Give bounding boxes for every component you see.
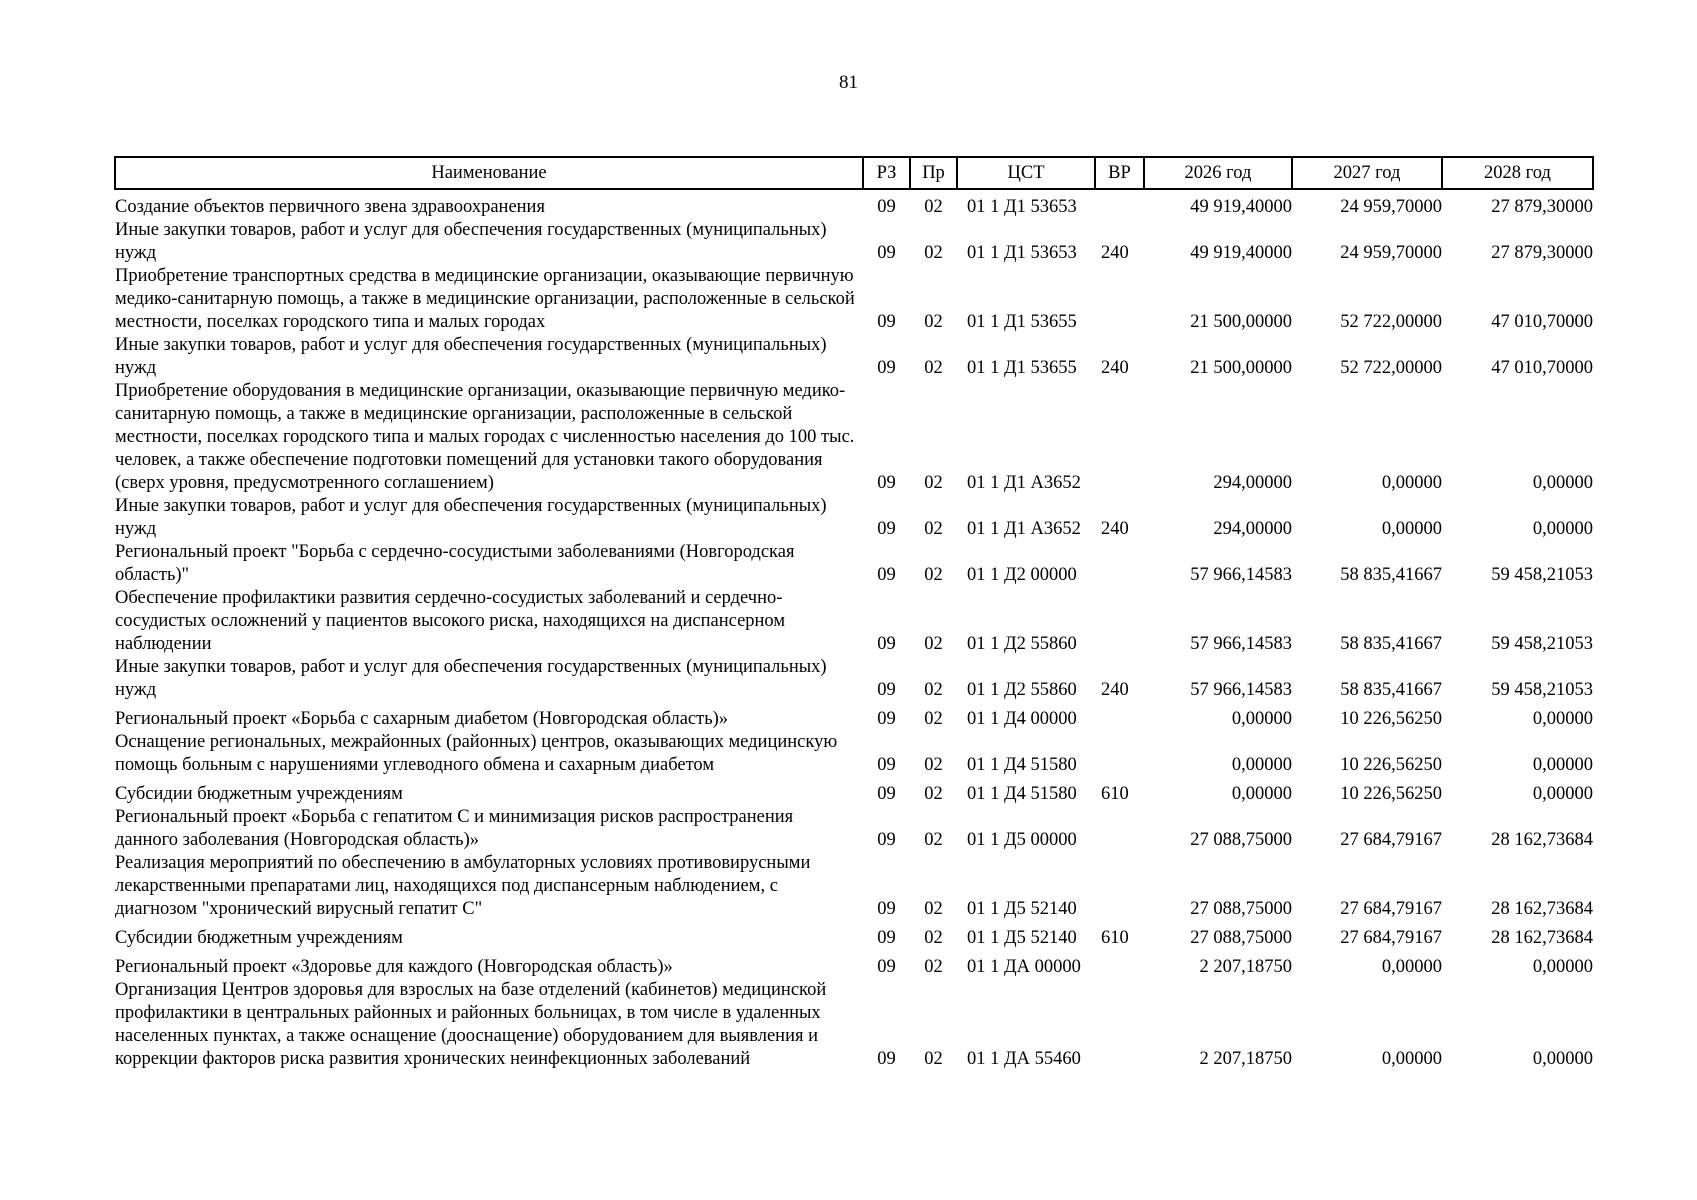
row-2027: 0,00000 [1381, 519, 1442, 539]
table-row [115, 852, 1593, 921]
row-rz: 09 [877, 709, 896, 729]
row-2027: 10 226,56250 [1340, 784, 1442, 804]
row-2027: 58 835,41667 [1340, 634, 1442, 654]
row-2028: 0,00000 [1532, 519, 1593, 539]
row-2026: 2 207,18750 [1199, 1049, 1292, 1069]
row-rz: 09 [877, 565, 896, 585]
table-row [115, 656, 1593, 702]
row-2028: 27 879,30000 [1491, 197, 1593, 217]
table-header-row [115, 157, 1593, 189]
row-2027: 24 959,70000 [1340, 243, 1442, 263]
row-2026: 27 088,75000 [1190, 928, 1292, 948]
row-name: Оснащение региональных, межрайонных (районных) центров, оказывающих медицинскую помощь больным с нарушениями углеводного обмена и сахарным диабетом [115, 732, 838, 775]
row-2027: 0,00000 [1381, 1049, 1442, 1069]
row-2028: 28 162,73684 [1491, 830, 1593, 850]
row-vr [1095, 950, 1144, 979]
row-name: Организация Центров здоровья для взрослых на базе отделений (кабинетов) медицинской профилактики в центральных районных и районных больницах, в том числе в удаленных населенных пунктах, а также оснащение (дооснащение) оборудованием для выявления и коррекции факторов риска развития хронических неинфекционных заболеваний [115, 980, 827, 1069]
table-row [115, 731, 1593, 777]
row-vr: 240 [1101, 243, 1129, 263]
table-row [115, 495, 1593, 541]
row-2027: 27 684,79167 [1340, 830, 1442, 850]
row-pr: 02 [924, 565, 943, 585]
row-2027: 27 684,79167 [1340, 899, 1442, 919]
row-2026: 0,00000 [1231, 784, 1292, 804]
row-cst: 01 1 Д1 53653 [967, 243, 1077, 263]
row-2027: 58 835,41667 [1340, 565, 1442, 585]
header-pr: Пр [910, 157, 957, 189]
row-cst: 01 1 Д2 55860 [967, 680, 1077, 700]
row-rz: 09 [877, 634, 896, 654]
row-2028: 47 010,70000 [1491, 312, 1593, 332]
row-rz: 09 [877, 358, 896, 378]
row-name: Обеспечение профилактики развития сердечно-сосудистых заболеваний и сердечно-сосудистых осложнений у пациентов высокого риска, находящихся на диспансерном наблюдении [115, 588, 786, 654]
header-vr: ВР [1095, 157, 1144, 189]
table-row [115, 806, 1593, 852]
row-cst: 01 1 Д1 53655 [967, 312, 1077, 332]
row-2026: 0,00000 [1231, 709, 1292, 729]
row-2026: 21 500,00000 [1190, 312, 1292, 332]
row-pr: 02 [924, 473, 943, 493]
row-vr [1095, 731, 1144, 777]
row-vr [1095, 265, 1144, 334]
page-number: 81 [839, 72, 858, 93]
row-vr [1095, 852, 1144, 921]
table-row [115, 702, 1593, 731]
row-name: Региональный проект «Борьба с гепатитом С и минимизация рисков распространения данного заболевания (Новгородская область)» [115, 807, 794, 850]
row-vr: 240 [1101, 519, 1129, 539]
row-rz: 09 [877, 957, 896, 977]
row-pr: 02 [924, 784, 943, 804]
table-row [115, 979, 1593, 1071]
row-2027: 0,00000 [1381, 957, 1442, 977]
row-rz: 09 [877, 784, 896, 804]
row-2026: 27 088,75000 [1190, 899, 1292, 919]
row-2026: 57 966,14583 [1190, 565, 1292, 585]
row-2028: 0,00000 [1532, 473, 1593, 493]
row-2028: 59 458,21053 [1491, 634, 1593, 654]
row-2027: 52 722,00000 [1340, 312, 1442, 332]
row-vr: 610 [1101, 928, 1129, 948]
table-row [115, 587, 1593, 656]
row-pr: 02 [924, 755, 943, 775]
row-rz: 09 [877, 928, 896, 948]
row-cst: 01 1 Д2 55860 [967, 634, 1077, 654]
row-2026: 57 966,14583 [1190, 634, 1292, 654]
row-pr: 02 [924, 519, 943, 539]
row-cst: 01 1 Д1 А3652 [967, 519, 1081, 539]
row-2026: 294,00000 [1213, 473, 1292, 493]
row-rz: 09 [877, 1049, 896, 1069]
row-pr: 02 [924, 1049, 943, 1069]
row-name: Иные закупки товаров, работ и услуг для обеспечения государственных (муниципальных) нужд [115, 657, 827, 700]
row-2027: 10 226,56250 [1340, 709, 1442, 729]
row-rz: 09 [877, 830, 896, 850]
row-2026: 21 500,00000 [1190, 358, 1292, 378]
row-pr: 02 [924, 680, 943, 700]
row-rz: 09 [877, 899, 896, 919]
row-vr: 240 [1101, 358, 1129, 378]
table-row [115, 196, 1593, 219]
table-row [115, 921, 1593, 950]
row-cst: 01 1 Д2 00000 [967, 565, 1077, 585]
row-cst: 01 1 Д4 51580 [967, 784, 1077, 804]
table-row [115, 334, 1593, 380]
row-rz: 09 [877, 312, 896, 332]
row-2027: 52 722,00000 [1340, 358, 1442, 378]
row-name: Иные закупки товаров, работ и услуг для обеспечения государственных (муниципальных) нужд [115, 335, 827, 378]
budget-table [114, 156, 1594, 1071]
table-row [115, 380, 1593, 495]
row-name: Приобретение транспортных средства в медицинские организации, оказывающие первичную медико-санитарную помощь, а также в медицинские организации, расположенные в сельской местности, поселках городского типа и малых городах [115, 266, 855, 332]
row-pr: 02 [924, 197, 943, 217]
table-row [115, 265, 1593, 334]
row-vr [1095, 702, 1144, 731]
row-cst: 01 1 ДА 00000 [967, 957, 1081, 977]
row-vr [1095, 979, 1144, 1071]
row-vr: 610 [1101, 784, 1129, 804]
table-row [115, 950, 1593, 979]
row-2028: 28 162,73684 [1491, 928, 1593, 948]
row-rz: 09 [877, 680, 896, 700]
row-2028: 0,00000 [1532, 784, 1593, 804]
row-cst: 01 1 Д5 00000 [967, 830, 1077, 850]
row-vr [1095, 380, 1144, 495]
header-cst: ЦСТ [957, 157, 1095, 189]
row-2026: 49 919,40000 [1190, 197, 1292, 217]
row-rz: 09 [877, 519, 896, 539]
row-pr: 02 [924, 899, 943, 919]
row-name: Создание объектов первичного звена здравоохранения [115, 197, 545, 217]
row-2028: 59 458,21053 [1491, 680, 1593, 700]
row-pr: 02 [924, 709, 943, 729]
row-2026: 0,00000 [1231, 755, 1292, 775]
row-pr: 02 [924, 957, 943, 977]
row-rz: 09 [877, 197, 896, 217]
row-cst: 01 1 Д5 52140 [967, 928, 1077, 948]
row-cst: 01 1 Д4 00000 [967, 709, 1077, 729]
row-name: Региональный проект «Борьба с сахарным диабетом (Новгородская область)» [115, 709, 729, 729]
header-name: Наименование [115, 157, 863, 189]
row-2028: 0,00000 [1532, 755, 1593, 775]
header-spacer [115, 189, 1593, 196]
row-vr [1095, 806, 1144, 852]
row-cst: 01 1 Д1 53653 [967, 197, 1077, 217]
header-2027: 2027 год [1292, 157, 1442, 189]
header-2028: 2028 год [1442, 157, 1593, 189]
row-2026: 57 966,14583 [1190, 680, 1292, 700]
row-name: Субсидии бюджетным учреждениям [115, 928, 403, 948]
table-row [115, 777, 1593, 806]
row-name: Иные закупки товаров, работ и услуг для обеспечения государственных (муниципальных) нужд [115, 220, 827, 263]
row-name: Региональный проект «Здоровье для каждого (Новгородская область)» [115, 957, 673, 977]
row-2028: 27 879,30000 [1491, 243, 1593, 263]
row-2027: 58 835,41667 [1340, 680, 1442, 700]
row-2026: 27 088,75000 [1190, 830, 1292, 850]
row-2028: 0,00000 [1532, 709, 1593, 729]
row-name: Приобретение оборудования в медицинские организации, оказывающие первичную медико-санитарную помощь, а также в медицинские организации, расположенные в сельской местности, поселках городского типа и малых городах с численностью населения до 100 тыс. человек, а также обеспечение подготовки помещений для установки такого оборудования (сверх уровня, предусмотренного соглашением) [115, 381, 855, 493]
row-2028: 0,00000 [1532, 1049, 1593, 1069]
row-2028: 47 010,70000 [1491, 358, 1593, 378]
row-cst: 01 1 Д1 53655 [967, 358, 1077, 378]
row-pr: 02 [924, 634, 943, 654]
row-2027: 0,00000 [1381, 473, 1442, 493]
row-cst: 01 1 Д1 А3652 [967, 473, 1081, 493]
row-rz: 09 [877, 473, 896, 493]
row-vr [1095, 587, 1144, 656]
row-pr: 02 [924, 358, 943, 378]
row-name: Субсидии бюджетным учреждениям [115, 784, 403, 804]
row-vr: 240 [1101, 680, 1129, 700]
row-2026: 294,00000 [1213, 519, 1292, 539]
row-pr: 02 [924, 312, 943, 332]
table-row [115, 541, 1593, 587]
row-2027: 10 226,56250 [1340, 755, 1442, 775]
header-2026: 2026 год [1144, 157, 1292, 189]
row-2028: 59 458,21053 [1491, 565, 1593, 585]
row-vr [1095, 541, 1144, 587]
row-pr: 02 [924, 830, 943, 850]
row-2026: 2 207,18750 [1199, 957, 1292, 977]
row-pr: 02 [924, 928, 943, 948]
row-cst: 01 1 Д4 51580 [967, 755, 1077, 775]
row-rz: 09 [877, 755, 896, 775]
row-name: Реализация мероприятий по обеспечению в амбулаторных условиях противовирусными лекарственными препаратами лиц, находящихся под диспансерным наблюдением, с диагнозом "хронический вирусный гепатит С" [115, 853, 811, 919]
row-pr: 02 [924, 243, 943, 263]
row-name: Иные закупки товаров, работ и услуг для обеспечения государственных (муниципальных) нужд [115, 496, 827, 539]
table-row [115, 219, 1593, 265]
row-2026: 49 919,40000 [1190, 243, 1292, 263]
row-2027: 24 959,70000 [1340, 197, 1442, 217]
row-rz: 09 [877, 243, 896, 263]
row-name: Региональный проект "Борьба с сердечно-сосудистыми заболеваниями (Новгородская область)" [115, 542, 795, 585]
row-vr [1095, 196, 1144, 219]
row-2027: 27 684,79167 [1340, 928, 1442, 948]
row-2028: 0,00000 [1532, 957, 1593, 977]
row-2028: 28 162,73684 [1491, 899, 1593, 919]
row-cst: 01 1 Д5 52140 [967, 899, 1077, 919]
row-cst: 01 1 ДА 55460 [967, 1049, 1081, 1069]
header-rz: РЗ [863, 157, 910, 189]
